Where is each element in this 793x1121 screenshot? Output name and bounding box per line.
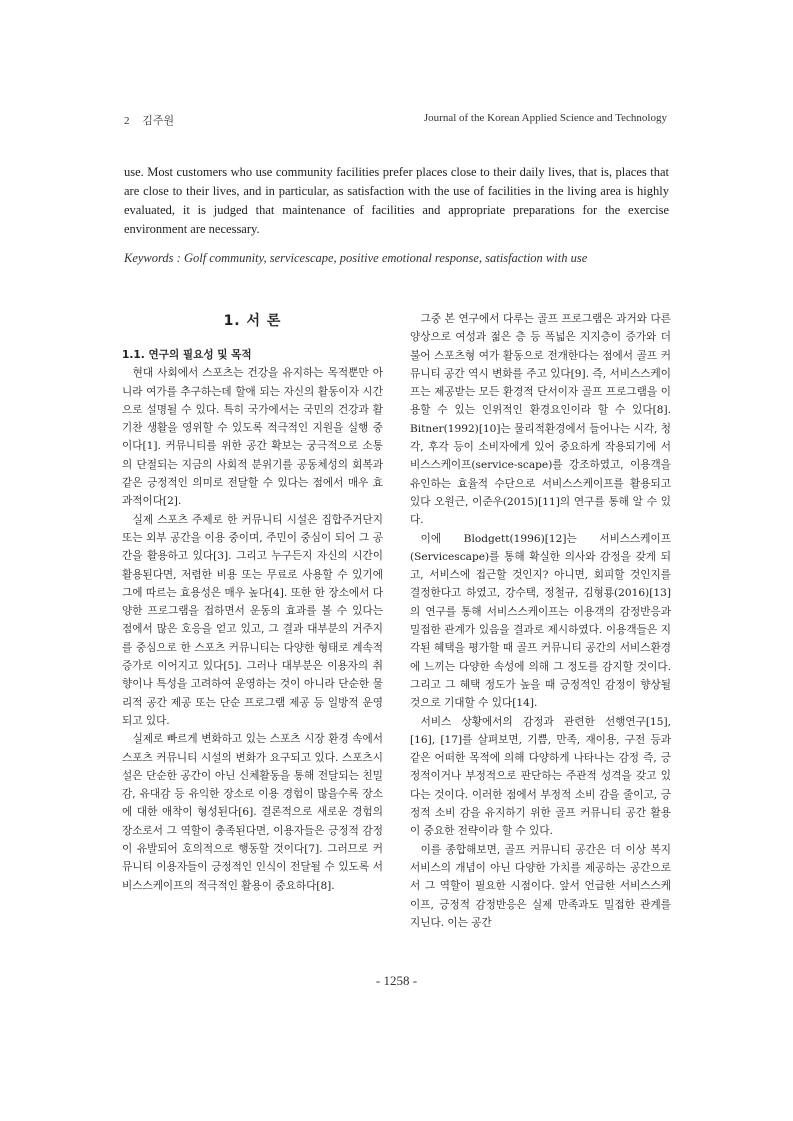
left-column xyxy=(122,310,383,895)
header-journal-title: Journal of the Korean Applied Science and Technology xyxy=(423,112,667,124)
right-column xyxy=(410,310,671,932)
paragraph: 그중 본 연구에서 다루는 골프 프로그램은 과거와 다른 양상으로 여성과 젊은 층 등 폭넓은 지지층이 증가와 더불어 스포츠형 여가 활동으로 전개한다는 점에서 골프 커뮤니티 공간 역시 변화를 주고 있다[9]. 즉, 서비스스케이프는 제공받는 모든 환경적 단서이자 골프 프로그램을 이용할 수 있는 인위적인 환경요인이라 할 수 있다[8]. Bitner(1992)[10]는 물리적환경에서 들어나는 시각, 청각, 후각 등이 소비자에게 있어 중요하게 작용되기에 서비스스케이프(service-scape)를 강조하였고, 이용객을 유인하는 효율적 수단으로 서비스스케이프를 활용되고 있다 오원근, 이준우(2015)[11]의 연구를 통해 알 수 있다. xyxy=(410,313,671,527)
paragraph: 서비스 상황에서의 감정과 관련한 선행연구[15], [16], [17]를 살펴보면, 기쁨, 만족, 재이용, 구전 등과 같은 어떠한 목적에 의해 다양하게 나타나는 감정 즉, 긍정적이거나 부정적으로 판단하는 주관적 성격을 갖고 있다는 것이다. 이러한 점에서 부정적 소비 감을 줄이고, 긍정적 소비 감을 유지하기 위한 골프 커뮤니티 공간 활용이 중요한 전략이라 할 수 있다. xyxy=(410,715,671,838)
keywords: Keywords : Golf community, servicescape, positive emotional response, satisfaction with use xyxy=(124,251,588,265)
header-author: 김주원 xyxy=(142,115,175,127)
paragraph: 현대 사회에서 스포츠는 건강을 유지하는 목적뿐만 아니라 여가를 추구하는데 할애 되는 자신의 활동이자 시간으로 설명될 수 있다. 특히 국가에서는 국민의 건강과 활기찬 생활을 영위할 수 있도록 적극적인 지원을 실행 중이다[1]. 커뮤니티를 위한 공간 확보는 궁극적으로 소통의 단절되는 지금의 사회적 분위기를 공동체성의 회복과 같은 긍정적인 의미로 전달할 수 있다는 점에서 매우 효과적이다[2]. xyxy=(122,367,383,508)
subsection-title: 1.1. 연구의 필요성 및 목적 xyxy=(122,349,252,361)
header-page-number: 2 xyxy=(124,115,130,127)
running-header xyxy=(124,112,667,128)
paragraph: 실제 스포츠 주제로 한 커뮤니티 시설은 집합주거단지 또는 외부 공간을 이용 중이며, 주민이 중심이 되어 그 공간을 활용하고 있다[3]. 그리고 누구든지 자신의 시간이 활용된다면, 저렴한 비용 또는 무료로 사용할 수 있기에 그에 따르는 효용성은 매우 높다[4]. 또한 한 장소에서 다양한 프로그램을 접하면서 운동의 효과를 볼 수 있다는 점에서 많은 호응을 얻고 있고, 그 결과 대부분의 거주지를 중심으로 한 스포츠 커뮤니티는 다양한 형태로 계속적 증가로 이어지고 있다[5]. 그러나 대부분은 이용자의 취향이나 특성을 고려하여 운영하는 것이 아니라 단순한 물리적 공간 제공 또는 단순 프로그램 제공 등 일방적 운영되고 있다. xyxy=(122,513,383,727)
paragraph: 이를 종합해보면, 골프 커뮤니티 공간은 더 이상 복지 서비스의 개념이 아닌 다양한 가치를 제공하는 공간으로서 그 역할이 필요한 시점이다. 앞서 언급한 서비스스케이프, 긍정적 감정반응은 실제 만족과도 밀접한 관계를 지닌다. 이는 공간 xyxy=(410,843,671,929)
header-left xyxy=(124,112,184,128)
abstract-tail: use. Most customers who use community facilities prefer places close to their daily lives, that is, places that are close to their lives, and in particular, as satisfaction with the use of facilities in the living area is highly evaluated, it is judged that maintenance of facilities and appropriate preparations for the exercise environment are necessary. xyxy=(124,165,669,236)
page-number: - 1258 - xyxy=(375,973,418,988)
paragraph: 실제로 빠르게 변화하고 있는 스포츠 시장 환경 속에서 스포츠 커뮤니티 시설의 변화가 요구되고 있다. 스포츠시설은 단순한 공간이 아닌 신체활동을 통해 전달되는 친밀감, 유대감 등 유익한 장소로 이용 경험이 많을수록 장소에 대한 애착이 형성된다[6]. 결론적으로 새로운 경험의 장소로서 그 역할이 충족된다면, 이용자들은 긍정적 감정이 유발되어 호의적으로 행동할 것이다[7]. 그러므로 커뮤니티 이용자들이 긍정적인 인식이 전달될 수 있도록 서비스스케이프의 적극적인 활용이 중요하다[8]. xyxy=(122,733,383,892)
paragraph: 이에 Blodgett(1996)[12]는 서비스스케이프(Servicescape)를 통해 확실한 의사와 감정을 갖게 되고, 서비스에 접근할 것인지? 아니면, 회피할 것인지를 결정한다고 하였고, 강수택, 정철규, 김형룡(2016)[13]의 연구를 통해 서비스스케이프는 이용객의 감정반응과 밀접한 관계가 있음을 결과로 제시하였다. 이용객들은 지각된 혜택을 평가할 때 골프 커뮤니티 공간의 서비스환경에 느끼는 다양한 속성에 의해 그 정도를 감지할 것이다. 그리고 그 혜택 정도가 높을 때 긍정적인 감정이 향상될 것으로 기대할 수 있다[14]. xyxy=(410,532,671,710)
section-title: 1. 서 론 xyxy=(223,313,282,329)
